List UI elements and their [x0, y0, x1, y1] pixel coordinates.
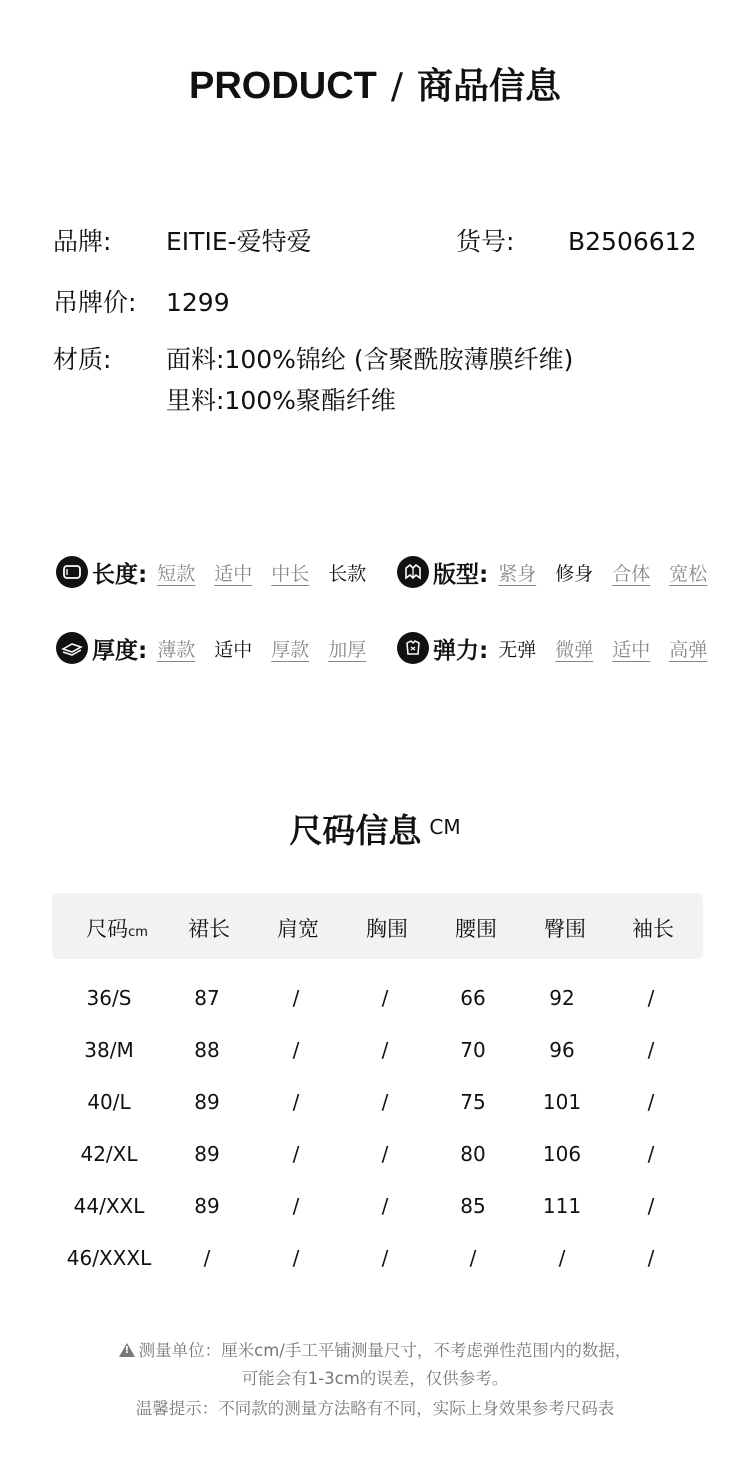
cell-value: / — [381, 1194, 389, 1218]
fit-option-tight[interactable]: 紧身 — [498, 562, 537, 585]
thickness-option-extra[interactable]: 加厚 — [328, 638, 367, 661]
cell-size: 36/S — [86, 986, 132, 1010]
cell-value: / — [292, 1142, 300, 1166]
warning-icon — [119, 1343, 135, 1357]
cell-value: / — [203, 1246, 211, 1270]
cell-value: / — [469, 1246, 477, 1270]
cell-value: 80 — [460, 1142, 486, 1166]
attr-thickness — [56, 631, 366, 665]
cell-value: 111 — [542, 1194, 582, 1218]
material-lining: 里料:100%聚酯纤维 — [166, 386, 396, 415]
th-hip: 臀围 — [544, 917, 586, 941]
fit-option-slim[interactable]: 修身 — [555, 562, 594, 585]
thickness-option-medium[interactable]: 适中 — [214, 638, 253, 661]
th-bust: 胸围 — [366, 917, 408, 941]
cell-value: / — [558, 1246, 566, 1270]
cell-value: 70 — [460, 1038, 486, 1062]
pattern-fit-icon — [397, 556, 429, 588]
th-waist: 腰围 — [455, 917, 497, 941]
cell-value: 89 — [194, 1142, 220, 1166]
elasticity-option-high[interactable]: 高弹 — [669, 638, 708, 661]
material-outer: 面料:100%锦纶 (含聚酰胺薄膜纤维) — [166, 345, 574, 374]
cell-value: / — [292, 986, 300, 1010]
table-row — [52, 1038, 703, 1068]
thickness-option-thick[interactable]: 厚款 — [271, 638, 310, 661]
sku-value: B2506612 — [568, 227, 697, 256]
attr-length-label: 长度: — [92, 561, 148, 588]
table-row — [52, 986, 703, 1016]
cell-value: / — [381, 1246, 389, 1270]
th-size-text: 尺码 — [86, 917, 129, 941]
th-size — [86, 913, 148, 943]
cell-value: / — [647, 1142, 655, 1166]
length-option-medium[interactable]: 适中 — [214, 562, 253, 585]
attr-fit — [397, 555, 707, 589]
cell-size: 46/XXXL — [66, 1246, 152, 1270]
cell-size: 40/L — [87, 1090, 131, 1114]
length-option-midlong[interactable]: 中长 — [271, 562, 310, 585]
elasticity-option-none[interactable]: 无弹 — [498, 638, 537, 661]
cell-value: / — [647, 1038, 655, 1062]
measurement-note — [0, 1337, 750, 1361]
material-label: 材质: — [53, 345, 112, 374]
size-section-title — [0, 805, 750, 852]
cell-value: / — [647, 1246, 655, 1270]
sku-label: 货号: — [456, 227, 515, 256]
th-sleeve: 袖长 — [632, 917, 674, 941]
fabric-thickness-icon — [56, 632, 88, 664]
page-title — [0, 58, 750, 109]
attr-elasticity — [397, 631, 707, 665]
cell-value: / — [647, 1090, 655, 1114]
table-row — [52, 1194, 703, 1224]
cell-value: 92 — [549, 986, 575, 1010]
length-option-short[interactable]: 短款 — [157, 562, 196, 585]
title-chinese: 商品信息 — [417, 66, 562, 107]
measurement-note-line1: 测量单位：厘米cm/手工平铺测量尺寸，不考虑弹性范围内的数据， — [138, 1341, 632, 1360]
cell-value: / — [381, 986, 389, 1010]
attr-fit-label: 版型: — [433, 561, 489, 588]
size-title-text: 尺码信息 — [289, 811, 422, 850]
length-option-long[interactable]: 长款 — [328, 562, 367, 585]
cell-size: 44/XXL — [73, 1194, 145, 1218]
cell-value: 66 — [460, 986, 486, 1010]
cell-value: / — [292, 1194, 300, 1218]
material-row — [53, 345, 703, 425]
th-skirt-length: 裙长 — [188, 917, 230, 941]
brand-value: EITIE-爱特爱 — [166, 227, 312, 256]
cell-value: / — [381, 1038, 389, 1062]
fit-option-loose[interactable]: 宽松 — [669, 562, 708, 585]
cell-value: / — [292, 1246, 300, 1270]
warm-tip: 温馨提示：不同款的测量方法略有不同，实际上身效果参考尺码表 — [135, 1399, 615, 1418]
cell-value: / — [647, 986, 655, 1010]
brand-label: 品牌: — [53, 227, 112, 256]
price-label: 吊牌价: — [53, 288, 137, 317]
elasticity-option-slight[interactable]: 微弹 — [555, 638, 594, 661]
cell-size: 42/XL — [80, 1142, 138, 1166]
cell-value: / — [381, 1142, 389, 1166]
cell-value: 85 — [460, 1194, 486, 1218]
attr-length — [56, 555, 366, 589]
cell-value: / — [381, 1090, 389, 1114]
cell-value: / — [647, 1194, 655, 1218]
th-shoulder: 肩宽 — [277, 917, 319, 941]
attr-thickness-label: 厚度: — [92, 637, 148, 664]
cell-value: / — [292, 1090, 300, 1114]
size-table-header — [52, 893, 703, 959]
size-title-unit: CM — [429, 815, 461, 839]
dress-length-icon — [56, 556, 88, 588]
price-value: 1299 — [166, 288, 230, 317]
thickness-option-thin[interactable]: 薄款 — [157, 638, 196, 661]
cell-value: / — [292, 1038, 300, 1062]
table-row — [52, 1142, 703, 1172]
cell-size: 38/M — [84, 1038, 134, 1062]
cell-value: 89 — [194, 1090, 220, 1114]
cell-value: 88 — [194, 1038, 220, 1062]
th-size-unit: cm — [128, 925, 148, 940]
table-row — [52, 1090, 703, 1120]
title-english: PRODUCT — [188, 65, 377, 107]
fit-option-regular[interactable]: 合体 — [612, 562, 651, 585]
cell-value: 96 — [549, 1038, 575, 1062]
cell-value: 87 — [194, 986, 220, 1010]
title-separator: / — [390, 66, 403, 107]
table-row — [52, 1246, 703, 1276]
elasticity-option-medium[interactable]: 适中 — [612, 638, 651, 661]
attr-elasticity-label: 弹力: — [433, 637, 489, 664]
measurement-note-line2: 可能会有1-3cm的误差，仅供参考。 — [241, 1369, 509, 1388]
cell-value: 89 — [194, 1194, 220, 1218]
cell-value: 106 — [542, 1142, 582, 1166]
cell-value: 75 — [460, 1090, 486, 1114]
cell-value: 101 — [542, 1090, 582, 1114]
elasticity-icon — [397, 632, 429, 664]
